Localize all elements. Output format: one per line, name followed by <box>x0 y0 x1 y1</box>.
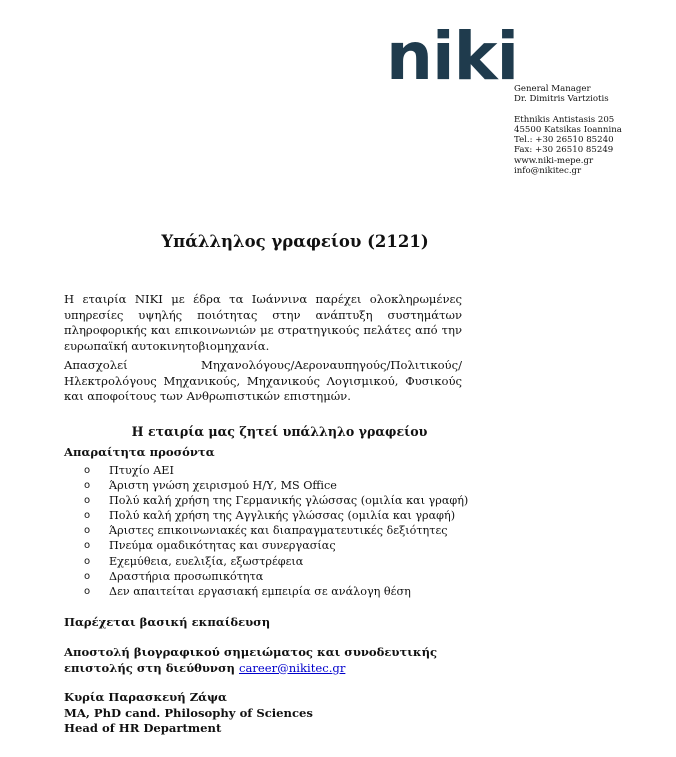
list-item: o Άριστη γνώση χειρισμού Η/Υ, MS Office <box>84 479 337 493</box>
list-item: o Πτυχίο ΑΕΙ <box>84 464 174 477</box>
signature-block <box>64 690 313 737</box>
list-item: o Πνεύμα ομαδικότητας και συνεργασίας <box>84 539 336 553</box>
bullet-icon: o <box>84 570 91 582</box>
contact-email: info@nikitec.gr <box>514 166 582 177</box>
training-offer: Παρέχεται βασική εκπαίδευση <box>64 615 271 629</box>
application-instructions <box>64 645 504 676</box>
signatory-name: Κυρία Παρασκευή Ζάψα <box>64 690 227 704</box>
contact-block <box>514 84 622 176</box>
contact-tel: Tel.: +30 26510 85240 <box>514 135 614 146</box>
contact-address-line1: Ethnikis Antistasis 205 <box>514 114 615 125</box>
contact-address-line2: 45500 Katsikas Ioannina <box>514 124 622 135</box>
job-title: Υπάλληλος γραφείου (2121) <box>161 232 429 251</box>
application-text: Αποστολή βιογραφικού σημειώματος και συνοδευτικής επιστολής στη διεύθυνση <box>64 645 438 675</box>
contact-fax: Fax: +30 26510 85249 <box>514 145 614 156</box>
section-subheading: Η εταιρία μας ζητεί υπάλληλο γραφείου <box>131 424 428 439</box>
bullet-icon: o <box>84 495 91 507</box>
contact-website: www.niki-mepe.gr <box>514 155 594 166</box>
signatory-role: Head of HR Department <box>64 721 222 735</box>
bullet-icon: o <box>84 525 91 537</box>
list-item: o Άριστες επικοινωνιακές και διαπραγματευτικές δεξιότητες <box>84 524 448 538</box>
contact-name: Dr. Dimitris Vartziotis <box>514 94 609 105</box>
contact-role: General Manager <box>514 84 591 94</box>
bullet-icon: o <box>84 465 91 476</box>
intro-paragraph-1: Η εταιρία ΝΙΚΙ με έδρα τα Ιωάννινα παρέχει ολοκληρωμένες υπηρεσίες υψηλής ποιότητας στην ανάπτυξη συστημάτων πληροφορικής και επικοινωνιών με στρατηγικούς πελάτες από την ευρωπαϊκή αυτοκινητοβιομηχανία. <box>64 292 462 353</box>
bullet-icon: o <box>84 510 91 522</box>
requirements-title: Απαραίτητα προσόντα <box>64 445 215 459</box>
list-item: o Δραστήρια προσωπικότητα <box>84 569 264 583</box>
bullet-icon: o <box>84 540 91 552</box>
company-logo: niki <box>386 18 519 95</box>
list-item: o Εχεμύθεια, ευελιξία, εξωστρέφεια <box>84 554 304 568</box>
career-email-link[interactable]: career@nikitec.gr <box>238 660 346 675</box>
list-item: o Δεν απαιτείται εργασιακή εμπειρία σε ανάλογη θέση <box>84 584 411 598</box>
bullet-icon: o <box>84 480 91 492</box>
bullet-icon: o <box>84 555 91 567</box>
list-item: o Πολύ καλή χρήση της Γερμανικής γλώσσας (ομιλία και γραφή) <box>84 494 469 508</box>
bullet-icon: o <box>84 585 91 597</box>
requirements-list <box>84 463 468 599</box>
list-item: o Πολύ καλή χρήση της Αγγλικής γλώσσας (ομιλία και γραφή) <box>84 509 456 523</box>
intro-paragraph-2: Απασχολεί Μηχανολόγους/Αεροναυπηγούς/Πολιτικούς/Ηλεκτρολόγους Μηχανικούς, Μηχανικούς Λογισμικού, Φυσικούς και αποφοίτους των Ανθρωπιστικών επιστημών. <box>64 358 462 403</box>
signatory-degree: MA, PhD cand. Philosophy of Sciences <box>64 705 313 720</box>
